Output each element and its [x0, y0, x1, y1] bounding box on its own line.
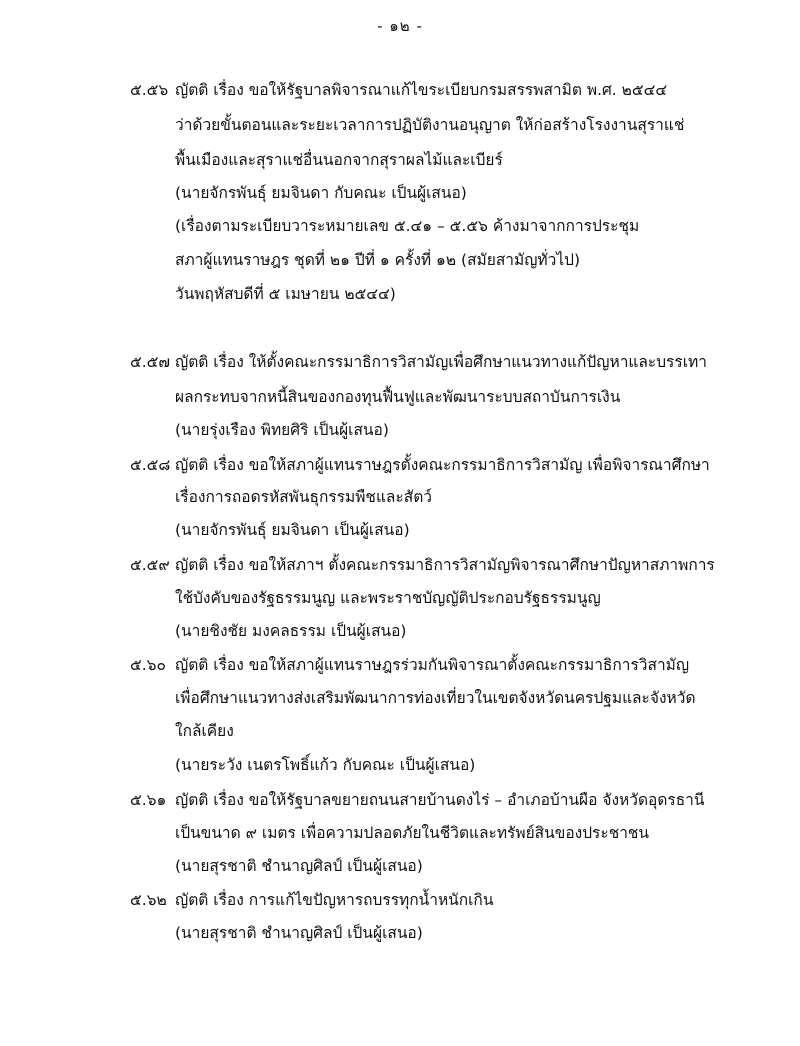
item-text-line: ญัตติ เรื่อง ขอให้สภาผู้แทนราษฎรตั้งคณะกรรมาธิการวิสามัญ เพื่อพิจารณาศึกษา: [175, 456, 710, 474]
item-text-line: ญัตติ เรื่อง ขอให้สภาผู้แทนราษฎรร่วมกันพิจารณาตั้งคณะกรรมาธิการวิสามัญ: [175, 656, 690, 674]
item-proposer: (นายจักรพันธุ์ ยมจินดา กับคณะ เป็นผู้เสนอ): [175, 184, 467, 202]
item-number: ๕.๖๐: [130, 656, 166, 674]
item-text-line: เรื่องการถอดรหัสพันธุกรรมพืชและสัตว์: [175, 488, 432, 506]
item-text-line: ว่าด้วยขั้นตอนและระยะเวลาการปฏิบัติงานอนุญาต ให้ก่อสร้างโรงงานสุราแช่: [175, 116, 685, 134]
item-text-line: ญัตติ เรื่อง ขอให้สภาฯ ตั้งคณะกรรมาธิการวิสามัญพิจารณาศึกษาปัญหาสภาพการ: [175, 556, 715, 574]
item-text-line: ใกล้เคียง: [175, 722, 234, 740]
item-number: ๕.๕๖: [130, 81, 169, 99]
item-proposer: (นายชิงชัย มงคลธรรม เป็นผู้เสนอ): [175, 622, 407, 640]
item-proposer: (นายรุ่งเรือง พิทยศิริ เป็นผู้เสนอ): [175, 421, 389, 439]
item-proposer: (นายสุรชาติ ชำนาญศิลป์ เป็นผู้เสนอ): [175, 857, 423, 875]
item-number: ๕.๕๙: [130, 556, 170, 574]
item-text-line: ญัตติ เรื่อง ขอให้รัฐบาลพิจารณาแก้ไขระเบียบกรมสรรพสามิต พ.ศ. ๒๕๔๔: [175, 81, 668, 99]
item-number: ๕.๕๗: [130, 353, 171, 371]
item-text-line: ผลกระทบจากหนี้สินของกองทุนฟื้นฟูและพัฒนาระบบสถาบันการเงิน: [175, 388, 621, 406]
item-proposer: (นายจักรพันธุ์ ยมจินดา เป็นผู้เสนอ): [175, 521, 410, 539]
item-text-line: สภาผู้แทนราษฎร ชุดที่ ๒๑ ปีที่ ๑ ครั้งที่ ๑๒ (สมัยสามัญทั่วไป): [175, 251, 581, 269]
item-proposer: (นายระวัง เนตรโพธิ์แก้ว กับคณะ เป็นผู้เสนอ): [175, 756, 476, 774]
item-text-line: เป็นขนาด ๙ เมตร เพื่อความปลอดภัยในชีวิตและทรัพย์สินของประชาชน: [175, 824, 650, 842]
item-text-line: เพื่อศึกษาแนวทางส่งเสริมพัฒนาการท่องเที่ยวในเขตจังหวัดนครปฐมและจังหวัด: [175, 689, 696, 707]
item-number: ๕.๖๒: [130, 891, 167, 909]
item-text-line: (เรื่องตามระเบียบวาระหมายเลข ๕.๔๑ – ๕.๕๖ ค้างมาจากการประชุม: [175, 217, 640, 235]
item-text-line: ใช้บังคับของรัฐธรรมนูญ และพระราชบัญญัติประกอบรัฐธรรมนูญ: [175, 589, 601, 607]
item-text-line: วันพฤหัสบดีที่ ๕ เมษายน ๒๕๔๔): [175, 285, 396, 303]
item-proposer: (นายสุรชาติ ชำนาญศิลป์ เป็นผู้เสนอ): [175, 924, 423, 942]
item-text-line: ญัตติ เรื่อง ขอให้รัฐบาลขยายถนนสายบ้านดงไร่ – อำเภอบ้านผือ จังหวัดอุดรธานี: [175, 791, 705, 809]
item-number: ๕.๕๘: [130, 456, 171, 474]
page-number: - ๑๒ -: [377, 17, 423, 35]
item-text-line: พื้นเมืองและสุราแช่อื่นนอกจากสุราผลไม้และเบียร์: [175, 151, 503, 169]
item-text-line: ญัตติ เรื่อง การแก้ไขปัญหารถบรรทุกน้ำหนักเกิน: [175, 891, 494, 909]
item-number: ๕.๖๑: [130, 791, 167, 809]
item-text-line: ญัตติ เรื่อง ให้ตั้งคณะกรรมาธิการวิสามัญเพื่อศึกษาแนวทางแก้ปัญหาและบรรเทา: [175, 353, 707, 371]
